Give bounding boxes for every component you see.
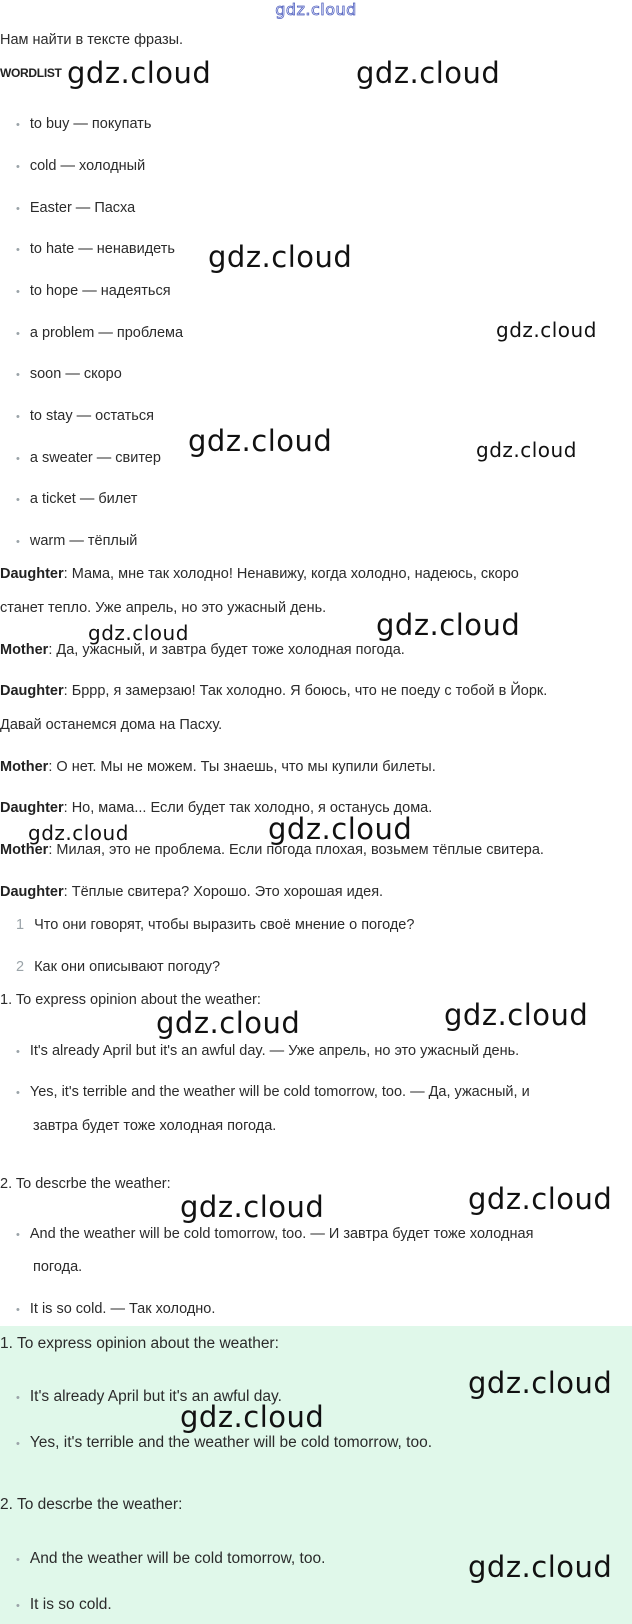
watermark: gdz.cloud <box>444 998 589 1032</box>
watermark: gdz.cloud <box>67 56 212 90</box>
watermark: gdz.cloud <box>28 821 129 845</box>
list-item: • a sweater — свитер <box>16 450 161 466</box>
dialogue-line: Daughter: Тёплые свитера? Хорошо. Это хорошая идея. <box>0 884 384 900</box>
bullet-icon: • <box>16 1600 20 1612</box>
bullet-icon: • <box>16 411 20 423</box>
list-item: • And the weather will be cold tomorrow, too. <box>16 1550 326 1567</box>
answer-heading: 2. To descrbe the weather: <box>0 1496 183 1513</box>
list-item: • to stay — остаться <box>16 408 154 424</box>
watermark: gdz.cloud <box>356 56 501 90</box>
bullet-icon: • <box>16 328 20 340</box>
bullet-icon: • <box>16 1438 20 1450</box>
watermark: gdz.cloud <box>88 621 189 645</box>
list-item: • It's already April but it's an awful day. <box>16 1388 282 1405</box>
list-item: • a problem — проблема <box>16 325 184 341</box>
bullet-icon: • <box>16 1229 20 1241</box>
list-item-continuation: погода. <box>33 1259 83 1275</box>
watermark: gdz.cloud <box>496 318 597 342</box>
list-item: • It is so cold. — Так холодно. <box>16 1301 216 1317</box>
question-item: 1 Что они говорят, чтобы выразить своё мнение о погоде? <box>16 917 415 933</box>
watermark: gdz.cloud <box>180 1190 325 1224</box>
list-item: • warm — тёплый <box>16 533 138 549</box>
list-item: • Yes, it's terrible and the weather will be cold tomorrow, too. — Да, ужасный, и <box>16 1084 530 1100</box>
list-item: • to hope — надеяться <box>16 283 171 299</box>
list-item: • It's already April but it's an awful day. — Уже апрель, но это ужасный день. <box>16 1043 520 1059</box>
answer-heading: 2. To descrbe the weather: <box>0 1176 171 1192</box>
bullet-icon: • <box>16 1087 20 1099</box>
dialogue-line: Mother: Милая, это не проблема. Если погода плохая, возьмем тёплые свитера. <box>0 842 544 858</box>
watermark: gdz.cloud <box>208 240 353 274</box>
watermark: gdz.cloud <box>180 1400 325 1434</box>
wordlist-heading: WORDLIST <box>0 66 62 80</box>
watermark: gdz.cloud <box>468 1550 613 1584</box>
bullet-icon: • <box>16 369 20 381</box>
list-item: • soon — скоро <box>16 366 122 382</box>
list-item: • a ticket — билет <box>16 491 138 507</box>
watermark: gdz.cloud <box>376 608 521 642</box>
question-item: 2 Как они описывают погоду? <box>16 959 221 975</box>
answer-heading: 1. To express opinion about the weather: <box>0 992 261 1008</box>
list-item: • It is so cold. <box>16 1596 112 1613</box>
bullet-icon: • <box>16 1392 20 1404</box>
list-item: • Easter — Пасха <box>16 200 136 216</box>
bullet-icon: • <box>16 1046 20 1058</box>
list-item: • Yes, it's terrible and the weather will be cold tomorrow, too. <box>16 1434 433 1451</box>
dialogue-line: Давай останемся дома на Пасху. <box>0 717 223 733</box>
bullet-icon: • <box>16 453 20 465</box>
list-item-continuation: завтра будет тоже холодная погода. <box>33 1118 277 1134</box>
list-item: • to buy — покупать <box>16 116 152 132</box>
dialogue-line: Daughter: Мама, мне так холодно! Ненавижу, когда холодно, надеюсь, скоро <box>0 566 519 582</box>
watermark: gdz.cloud <box>476 438 577 462</box>
dialogue-line: Mother: О нет. Мы не можем. Ты знаешь, что мы купили билеты. <box>0 759 436 775</box>
watermark: gdz.cloud <box>268 812 413 846</box>
bullet-icon: • <box>16 119 20 131</box>
list-item: • cold — холодный <box>16 158 146 174</box>
bullet-icon: • <box>16 1554 20 1566</box>
bullet-icon: • <box>16 286 20 298</box>
dialogue-line: Mother: Да, ужасный, и завтра будет тоже холодная погода. <box>0 642 405 658</box>
watermark: gdz.cloud <box>188 424 333 458</box>
answer-heading: 1. To express opinion about the weather: <box>0 1335 279 1352</box>
site-logo: gdz.cloud <box>275 0 357 19</box>
bullet-icon: • <box>16 1304 20 1316</box>
list-item: • And the weather will be cold tomorrow, too. — И завтра будет тоже холодная <box>16 1226 534 1242</box>
intro-text: Нам найти в тексте фразы. <box>0 32 184 48</box>
list-item: • to hate — ненавидеть <box>16 241 175 257</box>
bullet-icon: • <box>16 244 20 256</box>
dialogue-line: Daughter: Но, мама... Если будет так холодно, я останусь дома. <box>0 800 433 816</box>
bullet-icon: • <box>16 536 20 548</box>
watermark: gdz.cloud <box>156 1006 301 1040</box>
bullet-icon: • <box>16 494 20 506</box>
dialogue-line: станет тепло. Уже апрель, но это ужасный день. <box>0 600 327 616</box>
bullet-icon: • <box>16 203 20 215</box>
bullet-icon: • <box>16 161 20 173</box>
watermark: gdz.cloud <box>468 1366 613 1400</box>
watermark: gdz.cloud <box>468 1182 613 1216</box>
dialogue-line: Daughter: Бррр, я замерзаю! Так холодно. Я боюсь, что не поеду с тобой в Йорк. <box>0 683 548 699</box>
